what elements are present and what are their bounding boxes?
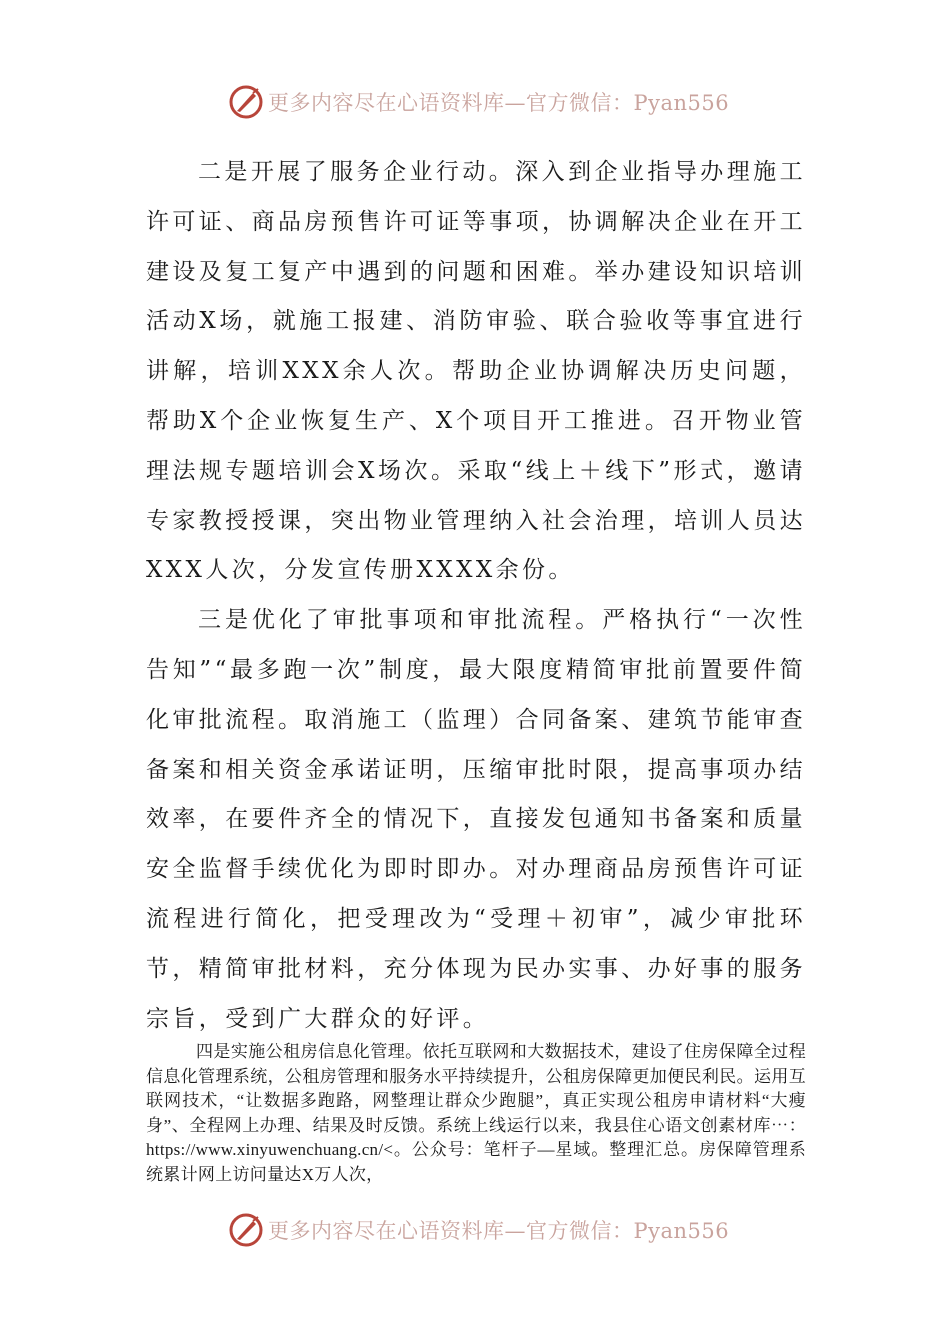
paragraph-public-housing: 四是实施公租房信息化管理。依托互联网和大数据技术，建设了住房保障全过程信息化管理系统，公租房管理和服务水平持续提升，公租房保障更加便民利民。运用互联网技术，“让数据多跑路，网整理让群众少跑腿”，真正实现公租房申请材料“大瘦身”、全程网上办理、结果及时反馈。系统上线运行以来，我县住心语文创素材库⋯：https://www.xinyuwenchuang.cn/<。公众号：笔杆子—星域。整理汇总。房保障管理系统累计网上访问量达X万人次， bbox=[146, 1042, 806, 1184]
header-banner-text: 更多内容尽在心语资料库—官方微信：Pyan556 bbox=[268, 91, 730, 115]
footer-banner bbox=[228, 1210, 729, 1250]
quill-seal-icon bbox=[228, 1212, 264, 1248]
quill-seal-icon bbox=[228, 84, 264, 120]
paragraph-service-enterprise: 二是开展了服务企业行动。深入到企业指导办理施工许可证、商品房预售许可证等事项，协调解决企业在开工建设及复工复产中遇到的问题和困难。举办建设知识培训活动X场，就施工报建、消防审验、联合验收等事宜进行讲解，培训XXX余人次。帮助企业协调解决历史问题，帮助X个企业恢复生产、X个项目开工推进。召开物业管理法规专题培训会X场次。采取“线上＋线下”形式，邀请专家教授授课，突出物业管理纳入社会治理，培训人员达XXX人次，分发宣传册XXXX余份。 bbox=[146, 159, 806, 584]
paragraph-approval-process: 三是优化了审批事项和审批流程。严格执行“一次性告知”“最多跑一次”制度，最大限度精简审批前置要件简化审批流程。取消施工（监理）合同备案、建筑节能审查备案和相关资金承诺证明，压缩审批时限，提高事项办结效率，在要件齐全的情况下，直接发包通知书备案和质量安全监督手续优化为即时即办。对办理商品房预售许可证流程进行简化，把受理改为“受理＋初审”，减少审批环节，精简审批材料，充分体现为民办实事、办好事的服务宗旨，受到广大群众的好评。 bbox=[146, 607, 806, 1032]
footer-banner-text: 更多内容尽在心语资料库—官方微信：Pyan556 bbox=[268, 1219, 730, 1243]
document-body bbox=[146, 148, 806, 1044]
header-banner bbox=[228, 82, 729, 122]
